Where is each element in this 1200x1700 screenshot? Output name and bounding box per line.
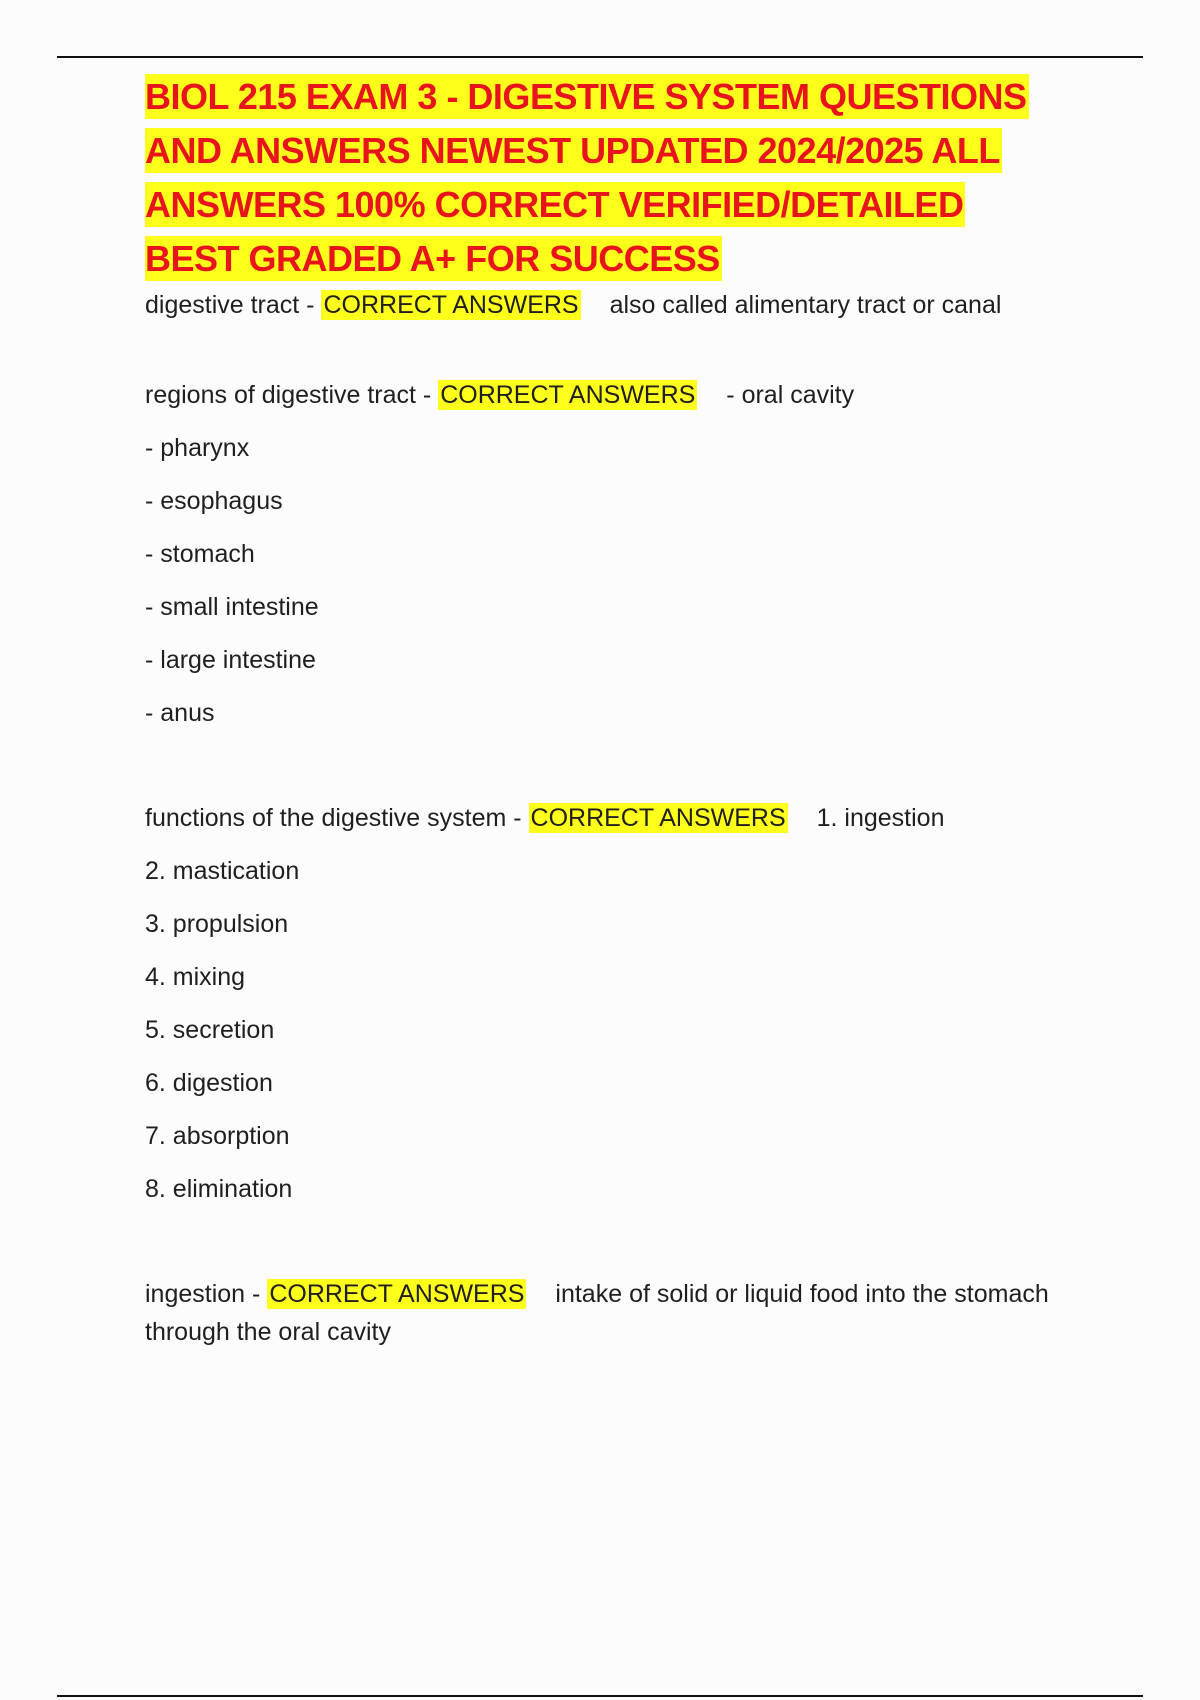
correct-answers-tag: CORRECT ANSWERS — [269, 1280, 525, 1308]
list-item: - small intestine — [145, 593, 319, 621]
list-item: - pharynx — [145, 434, 250, 462]
bottom-rule — [57, 1695, 1143, 1697]
qa-digestive-tract — [145, 286, 1065, 324]
list-item: - esophagus — [145, 487, 283, 515]
list-item: - large intestine — [145, 646, 316, 674]
list-item: 6. digestion — [145, 1069, 273, 1097]
document-title: BIOL 215 EXAM 3 - DIGESTIVE SYSTEM QUESTIONS AND ANSWERS NEWEST UPDATED 2024/2025 ALL ANSWERS 100% CORRECT VERIFIED/DETAILED BEST GRADED A+ FOR SUCCESS — [145, 76, 1027, 279]
qa-functions-of-digestive-system — [145, 799, 1065, 837]
term: digestive tract - — [145, 291, 315, 319]
list-item: 4. mixing — [145, 963, 246, 991]
answer: also called alimentary tract or canal — [609, 291, 1002, 319]
qa-ingestion — [145, 1275, 1065, 1351]
list-item: 5. secretion — [145, 1016, 275, 1044]
list-item: 2. mastication — [145, 857, 300, 885]
answer: - oral cavity — [726, 381, 855, 409]
list-item: 7. absorption — [145, 1122, 290, 1150]
list-item: 8. elimination — [145, 1175, 293, 1203]
top-rule — [57, 56, 1143, 58]
correct-answers-tag: CORRECT ANSWERS — [323, 291, 579, 319]
document-body — [145, 70, 1065, 1351]
list-item: 3. propulsion — [145, 910, 289, 938]
answer: intake of solid or liquid food into the stomach through the oral cavity — [145, 1280, 1049, 1346]
correct-answers-tag: CORRECT ANSWERS — [530, 804, 786, 832]
term: functions of the digestive system - — [145, 804, 522, 832]
term: regions of digestive tract - — [145, 381, 432, 409]
answer: 1. ingestion — [816, 804, 945, 832]
correct-answers-tag: CORRECT ANSWERS — [440, 381, 696, 409]
term: ingestion - — [145, 1280, 261, 1308]
qa-regions-of-digestive-tract — [145, 376, 1065, 414]
list-item: - stomach — [145, 540, 255, 568]
list-item: - anus — [145, 699, 215, 727]
